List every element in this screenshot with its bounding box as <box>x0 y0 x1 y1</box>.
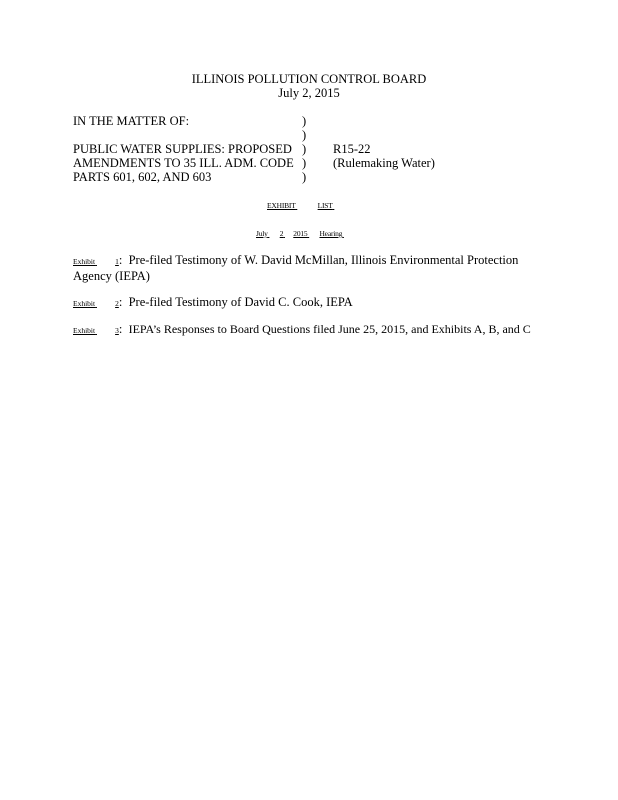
hearing-date-heading <box>256 229 360 238</box>
exhibit-number: 2 <box>115 299 119 308</box>
caption-line-1: PUBLIC WATER SUPPLIES: PROPOSED <box>73 142 292 156</box>
exhibit-text-continued: Agency (IEPA) <box>73 269 150 283</box>
caption-paren: ) <box>302 156 307 170</box>
docket-number: R15-22 <box>333 142 371 156</box>
caption-line-3: PARTS 601, 602, AND 603 <box>73 170 212 184</box>
exhibit-word: EXHIBIT <box>267 201 296 210</box>
list-word: LIST <box>317 201 333 210</box>
docket-type: (Rulemaking Water) <box>333 156 435 170</box>
document-date: July 2, 2015 <box>278 86 340 100</box>
exhibit-number: 3 <box>115 326 119 335</box>
exhibit-number: 1 <box>115 257 119 266</box>
caption-paren: ) <box>302 170 307 184</box>
hearing-day: 2 <box>279 229 284 238</box>
caption-paren: ) <box>302 142 307 156</box>
in-the-matter-of: IN THE MATTER OF: <box>73 114 190 128</box>
exhibit-row: Exhibit 1: Pre-filed Testimony of W. David McMillan, Illinois Environmental Protection Agency (IEPA) <box>73 253 593 283</box>
hearing-month: July <box>256 229 268 238</box>
exhibit-label: Exhibit <box>73 326 96 335</box>
exhibit-row: Exhibit 2: Pre-filed Testimony of David C. Cook, IEPA <box>73 295 353 309</box>
caption-line-2: AMENDMENTS TO 35 ILL. ADM. CODE <box>73 156 294 170</box>
hearing-year: 2015 <box>293 229 308 238</box>
hearing-word: Hearing <box>319 229 343 238</box>
exhibit-text: Pre-filed Testimony of W. David McMillan, Illinois Environmental Protection <box>128 253 519 267</box>
exhibit-label: Exhibit <box>73 299 96 308</box>
exhibit-row: Exhibit 3: IEPA’s Responses to Board Questions filed June 25, 2015, and Exhibits A, B, and C <box>73 322 531 336</box>
exhibit-text: IEPA’s Responses to Board Questions filed June 25, 2015, and Exhibits A, B, and C <box>128 322 531 336</box>
exhibit-label: Exhibit <box>73 257 96 266</box>
caption-paren: ) <box>302 128 307 142</box>
caption-paren: ) <box>302 114 307 128</box>
heading-exhibit-word <box>267 201 345 210</box>
exhibit-text: Pre-filed Testimony of David C. Cook, IEPA <box>128 295 353 309</box>
board-title: ILLINOIS POLLUTION CONTROL BOARD <box>191 72 427 86</box>
